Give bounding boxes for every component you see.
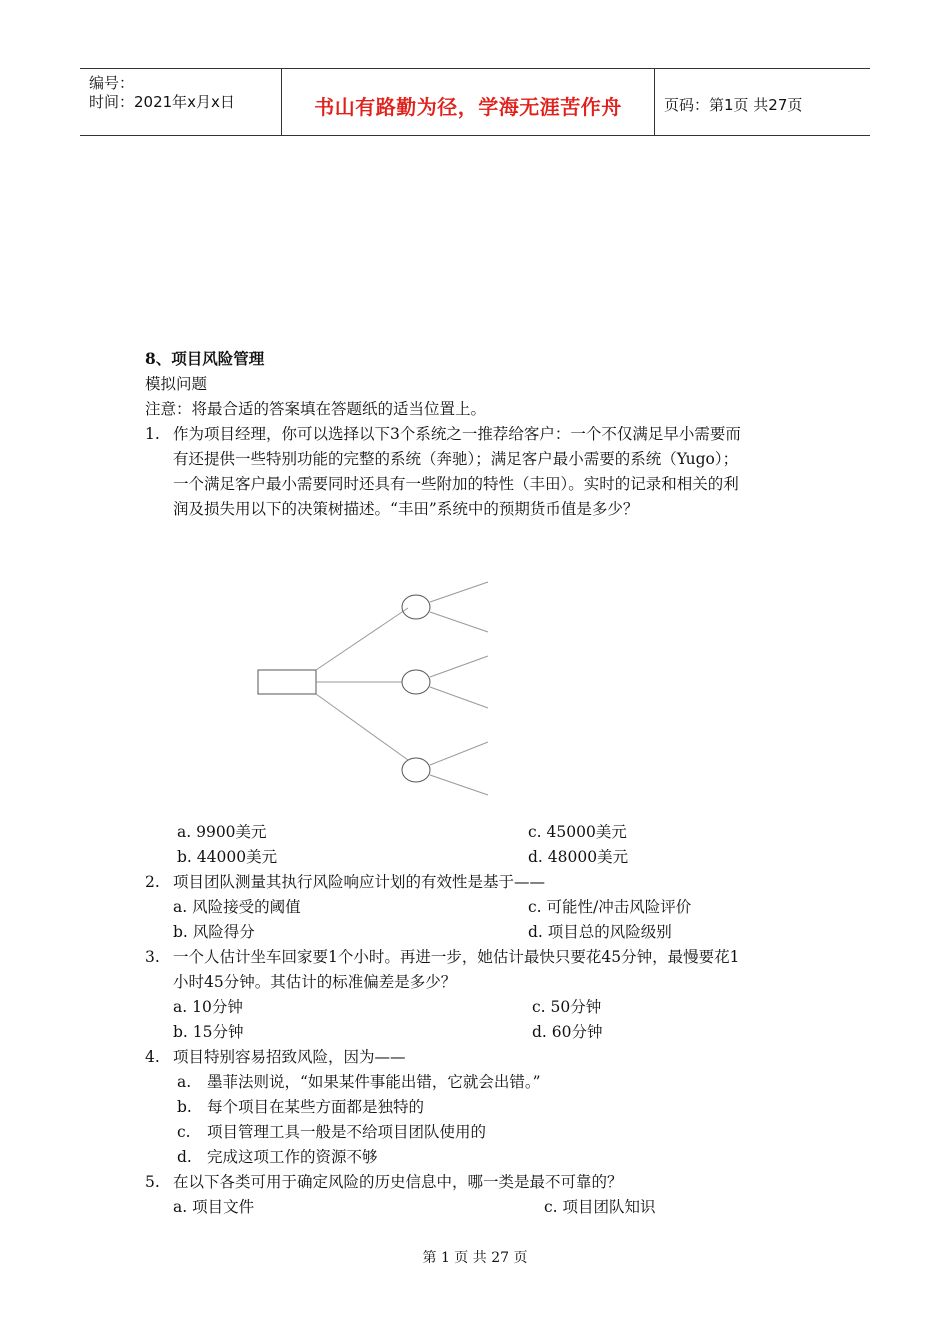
q3-option-c: c. 50分钟 — [532, 998, 602, 1016]
outcome-line — [430, 775, 488, 795]
header-page-cell — [655, 69, 870, 135]
q3-line: 小时45分钟。其估计的标准偏差是多少？ — [173, 973, 457, 991]
chance-node — [402, 670, 430, 694]
q3-option-b: b. 15分钟 — [173, 1023, 244, 1041]
q1-line: 润及损失用以下的决策树描述。“丰田”系统中的预期货币值是多少？ — [173, 500, 639, 518]
q2-number: 2. — [145, 873, 160, 891]
header-info-cell — [80, 69, 282, 135]
decision-tree-diagram — [240, 570, 500, 800]
q5-option-a: a. 项目文件 — [173, 1198, 255, 1216]
chance-node — [402, 758, 430, 782]
q4-option-text: 项目管理工具一般是不给项目团队使用的 — [207, 1123, 487, 1141]
header-motto-cell — [282, 69, 655, 135]
q1-line: 作为项目经理，你可以选择以下3个系统之一推荐给客户：一个不仅满足早小需要而 — [173, 425, 741, 443]
outcome-line — [430, 742, 488, 765]
q1-number: 1. — [145, 425, 160, 443]
decision-node — [258, 670, 316, 694]
q2-line: 项目团队测量其执行风险响应计划的有效性是基于—— — [173, 873, 546, 891]
q4-line: 项目特别容易招致风险，因为—— — [173, 1048, 406, 1066]
q1-option-b: b. 44000美元 — [177, 848, 278, 866]
q3-option-a: a. 10分钟 — [173, 998, 243, 1016]
q2-option-d: d. 项目总的风险级别 — [528, 923, 672, 941]
q4-option-text: 墨菲法则说，“如果某件事能出错，它就会出错。” — [207, 1073, 541, 1091]
q1-option-d: d. 48000美元 — [528, 848, 629, 866]
page-footer: 第 1 页 共 27 页 — [422, 1250, 528, 1266]
motto: 书山有路勤为径，学海无涯苦作舟 — [314, 95, 622, 119]
outcome-line — [430, 687, 488, 708]
q1-option-a: a. 9900美元 — [177, 823, 267, 841]
q5-option-c: c. 项目团队知识 — [544, 1198, 656, 1216]
q3-number: 3. — [145, 948, 160, 966]
q2-option-c: c. 可能性/冲击风险评价 — [528, 898, 692, 916]
q4-option-letter: a. — [177, 1073, 192, 1091]
q2-option-a: a. 风险接受的阈值 — [173, 898, 301, 916]
q1-option-c: c. 45000美元 — [528, 823, 627, 841]
time-label: 时间：2021年x月x日 — [89, 93, 235, 111]
page-code: 页码：第1页 共27页 — [664, 96, 803, 114]
outcome-line — [430, 612, 488, 632]
q4-option-letter: d. — [177, 1148, 192, 1166]
branch-line — [316, 608, 408, 670]
q5-line: 在以下各类可用于确定风险的历史信息中，哪一类是最不可靠的？ — [173, 1173, 623, 1191]
section-subtitle: 模拟问题 — [145, 375, 208, 393]
outcome-line — [430, 582, 488, 602]
q4-option-text: 每个项目在某些方面都是独特的 — [207, 1098, 425, 1116]
q4-option-text: 完成这项工作的资源不够 — [207, 1148, 378, 1166]
branch-line — [316, 694, 408, 760]
serial-label: 编号： — [89, 74, 135, 92]
page-header — [80, 68, 870, 136]
q1-line: 有还提供一些特别功能的完整的系统（奔驰）；满足客户最小需要的系统（Yugo）； — [173, 450, 739, 468]
q1-line: 一个满足客户最小需要同时还具有一些附加的特性（丰田）。实时的记录和相关的利 — [173, 475, 739, 493]
q4-number: 4. — [145, 1048, 160, 1066]
q4-option-letter: c. — [177, 1123, 191, 1141]
section-note: 注意：将最合适的答案填在答题纸的适当位置上。 — [145, 400, 487, 418]
section-title: 8、项目风险管理 — [145, 349, 265, 368]
chance-node — [402, 595, 430, 619]
q3-line: 一个人估计坐车回家要1个小时。再进一步，她估计最快只要花45分钟，最慢要花1 — [173, 948, 740, 966]
q4-option-letter: b. — [177, 1098, 192, 1116]
q3-option-d: d. 60分钟 — [532, 1023, 603, 1041]
outcome-line — [430, 656, 488, 677]
q5-number: 5. — [145, 1173, 160, 1191]
q2-option-b: b. 风险得分 — [173, 923, 255, 941]
